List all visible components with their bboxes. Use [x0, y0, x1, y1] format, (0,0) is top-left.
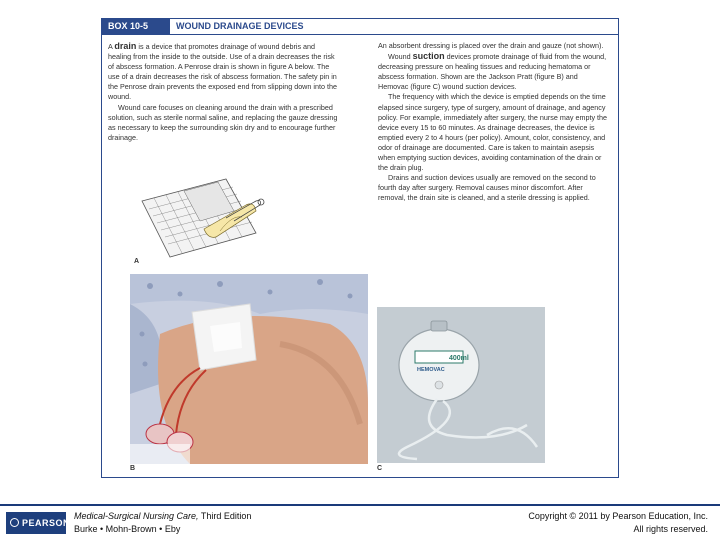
text-run: Wound: [388, 52, 413, 62]
rights-line: All rights reserved.: [633, 524, 708, 534]
gauze-bandage: [192, 304, 256, 370]
footer-authors: Burke • Mohn-Brown • Eby: [74, 524, 181, 534]
copyright-line: Copyright © 2011 by Pearson Education, Inc.: [528, 511, 708, 521]
left-paragraph-1: [108, 41, 340, 103]
text-run: is a device that promotes drainage of wound debris and healing from the inside to the outside. Use of a drain decreases the risk of abscess formation. A Penrose drain is shown in figure A below. The use of a drain decreases the risk of abscess formation. The safety pin in the Penrose drain prevents the exposed end from slipping down into the wound.: [108, 42, 337, 102]
box-title: WOUND DRAINAGE DEVICES: [176, 21, 304, 31]
left-paragraph-2: Wound care focuses on cleaning around the drain with a prescribed solution, such as sterile normal saline, and replacing the gauze dressing as necessary to keep the surrounding skin dry and to encourage further drainage.: [108, 102, 338, 142]
figure-c-label: C: [377, 465, 383, 472]
hemovac-brand-label: HEMOVAC: [417, 367, 445, 373]
wound-drainage-box: [101, 18, 619, 478]
right-paragraph-4: Drains and suction devices usually are removed on the second to fourth day after surgery. Removal causes minor discomfort. After removal, the drain site is cleaned, and a sterile dressing is applied.: [378, 173, 596, 203]
left-text-column: [108, 41, 340, 143]
right-paragraph-1: An absorbent dressing is placed over the drain and gauze (not shown).: [378, 41, 604, 50]
keyword-drain: drain: [114, 41, 137, 51]
right-text-column: [378, 41, 608, 204]
pearson-logo: [6, 512, 71, 534]
pearson-logo-text: PEARSON: [22, 518, 71, 528]
right-paragraph-2: [378, 51, 608, 92]
text-run: A: [108, 42, 115, 51]
slide-footer: [0, 506, 720, 540]
hemovac-volume-label: 400ml: [449, 355, 469, 362]
book-title: Medical-Surgical Nursing Care,: [74, 511, 199, 521]
pearson-logo-icon: [10, 518, 19, 527]
figure-a-penrose-drain-illustration: [134, 171, 274, 261]
footer-book-title-line: [74, 510, 251, 523]
figure-a-label: A: [134, 258, 140, 265]
box-number-label: BOX 10-5: [102, 19, 170, 34]
keyword-suction: suction: [412, 51, 445, 62]
text-run: devices promote drainage of fluid from the wound, decreasing pressure on healing tissues and reducing hematoma or abscess formation. Shown are the Jackson Pratt (figure B) and Hemovac (figure C) wound suction devices.: [378, 52, 607, 92]
footer-copyright: [528, 510, 708, 536]
figure-c-hemovac-photo: [377, 307, 545, 463]
figure-b-label: B: [130, 465, 136, 472]
box-header: [102, 19, 618, 35]
footer-book-info: [74, 510, 251, 536]
book-edition: Third Edition: [198, 511, 252, 521]
figure-b-jackson-pratt-photo: [130, 274, 368, 464]
right-paragraph-3: The frequency with which the device is emptied depends on the time elapsed since surgery, type of surgery, amount of drainage, and agency policy. For example, immediately after surgery, the nurse may empty the device every 15 to 60 minutes. As drainage decreases, the device is emptied every 2 to 4 hours (per policy). Amount, color, consistency, and odor of drainage are documented. Care is taken to maintain asepsis when emptying suction devices, avoiding contamination of the drain or the drain plug.: [378, 92, 608, 173]
